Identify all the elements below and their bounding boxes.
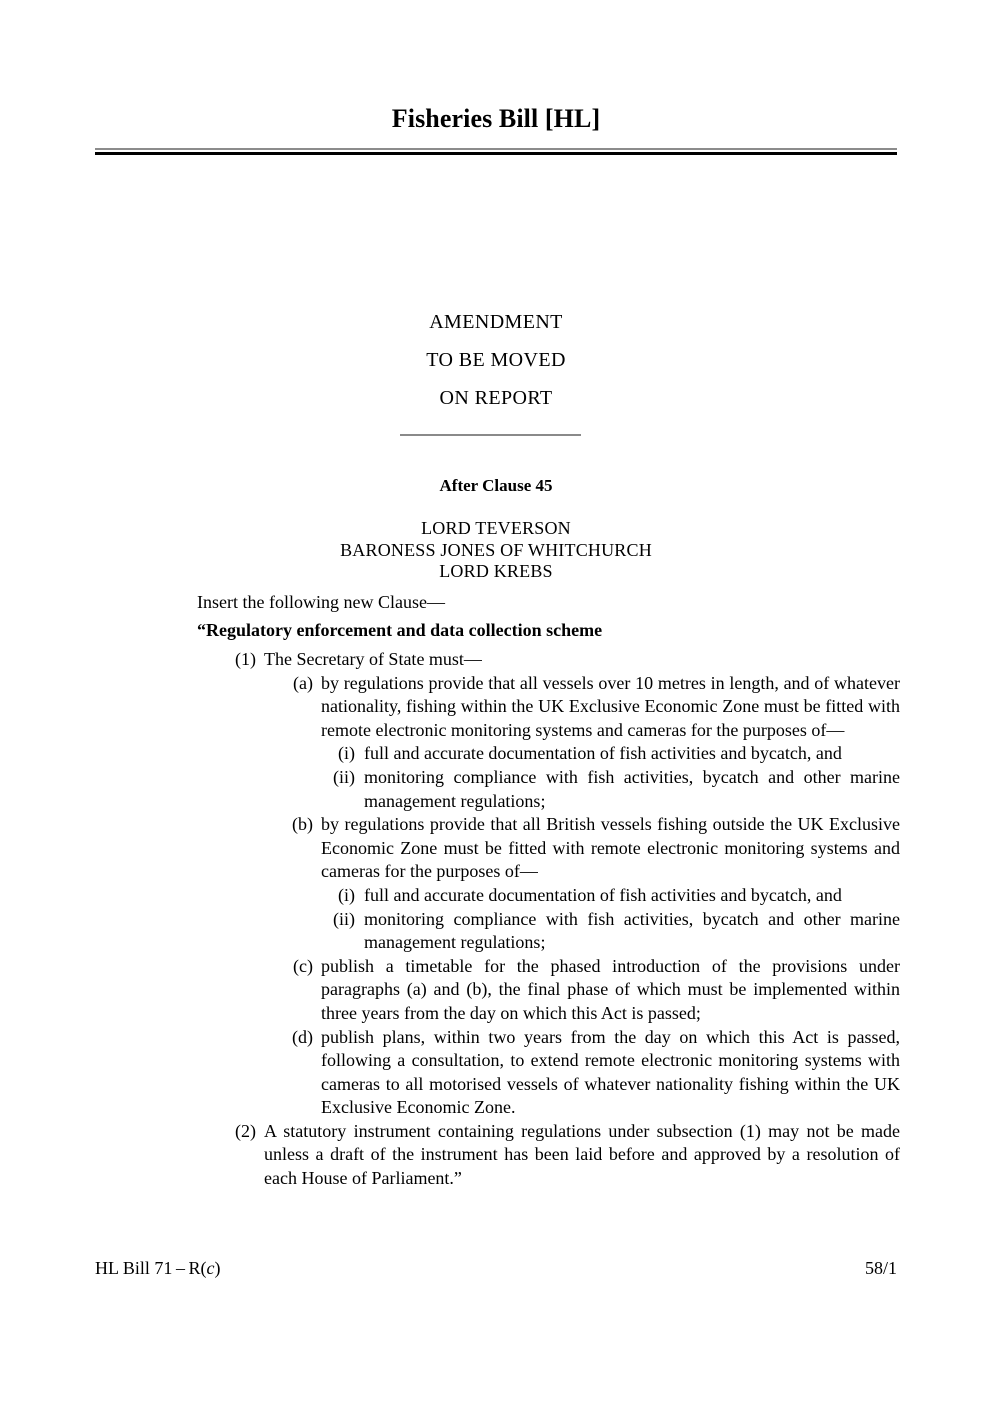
bill-reference-letter: c xyxy=(206,1258,215,1278)
page-number: 58/1 xyxy=(864,1258,897,1278)
provision-marker: (b) xyxy=(292,814,313,835)
provision-marker: (ii) xyxy=(333,766,355,787)
header-divider-rules xyxy=(95,148,897,155)
provision-text: full and accurate documentation of fish activities and bycatch, and xyxy=(364,884,842,905)
provision-item xyxy=(197,1120,900,1191)
amendment-heading-line-1: AMENDMENT xyxy=(429,311,563,333)
provision-item xyxy=(197,648,900,672)
provision-text: monitoring compliance with fish activities, bycatch and other marine management regulations; xyxy=(364,766,900,811)
amendment-heading-line-3: ON REPORT xyxy=(439,387,553,409)
bill-reference-suffix: ) xyxy=(214,1258,221,1278)
provision-item xyxy=(197,1026,900,1120)
provision-marker: (2) xyxy=(235,1120,256,1141)
provision-item xyxy=(197,766,900,813)
bill-reference xyxy=(95,1258,221,1279)
provision-text: full and accurate documentation of fish activities and bycatch, and xyxy=(364,743,842,764)
provision-item xyxy=(197,884,900,908)
provision-marker: (d) xyxy=(292,1026,313,1047)
clause-reference: After Clause 45 xyxy=(439,476,553,495)
provision-text: A statutory instrument containing regulations under subsection (1) may not be made unless a draft of the instrument has been laid before and approved by a resolution of each House of Parliament.” xyxy=(264,1120,900,1189)
provision-item xyxy=(197,908,900,955)
provision-sublist xyxy=(197,672,900,1120)
insert-instruction: Insert the following new Clause— xyxy=(197,592,445,612)
provision-text: publish a timetable for the phased introduction of the provisions under paragraphs (a) and (b), the final phase of which must be implemented within three years from the day on which this Act is passed; xyxy=(321,955,900,1023)
provision-item xyxy=(197,955,900,1026)
header-rule-thick xyxy=(95,152,897,155)
provision-item xyxy=(197,742,900,766)
provision-item xyxy=(197,672,900,743)
new-clause-heading: “Regulatory enforcement and data collection scheme xyxy=(197,620,603,640)
provision-sublist xyxy=(197,884,900,955)
sponsor-name: LORD KREBS xyxy=(439,561,553,581)
provision-text: monitoring compliance with fish activities, bycatch and other marine management regulations; xyxy=(364,908,900,953)
sponsor-name: BARONESS JONES OF WHITCHURCH xyxy=(340,539,652,560)
provision-marker: (i) xyxy=(338,743,355,764)
provision-sublist xyxy=(197,742,900,813)
provision-text: The Secretary of State must— xyxy=(264,649,482,669)
provision-marker: (i) xyxy=(338,884,355,905)
provision-marker: (ii) xyxy=(333,908,355,929)
provision-marker: (a) xyxy=(293,672,313,693)
sponsor-name: LORD TEVERSON xyxy=(421,518,571,538)
page-footer xyxy=(95,1258,897,1279)
sponsor-list xyxy=(95,518,897,583)
provision-marker: (1) xyxy=(235,649,256,669)
provision-item xyxy=(197,813,900,884)
provision-text: by regulations provide that all vessels over 10 metres in length, and of whatever nationality, fishing within the UK Exclusive Economic Zone must be fitted with remote electronic monitoring systems and cameras for the purposes of— xyxy=(321,672,900,740)
amendment-heading-block xyxy=(95,303,897,417)
provision-text: by regulations provide that all British vessels fishing outside the UK Exclusive Economic Zone must be fitted with remote electronic monitoring systems and cameras for the purposes of— xyxy=(321,814,900,882)
provision-marker: (c) xyxy=(293,955,313,976)
amendment-body xyxy=(197,648,900,1191)
provision-text: publish plans, within two years from the day on which this Act is passed, following a consultation, to extend remote electronic monitoring systems with cameras to all motorised vessels of whatever nationality fishing within the UK Exclusive Economic Zone. xyxy=(321,1026,900,1118)
amendment-heading-line-2: TO BE MOVED xyxy=(426,349,566,371)
document-title: Fisheries Bill [HL] xyxy=(391,104,601,133)
bill-reference-prefix: HL Bill 71 – R( xyxy=(95,1258,207,1278)
section-divider-rule xyxy=(400,434,581,436)
